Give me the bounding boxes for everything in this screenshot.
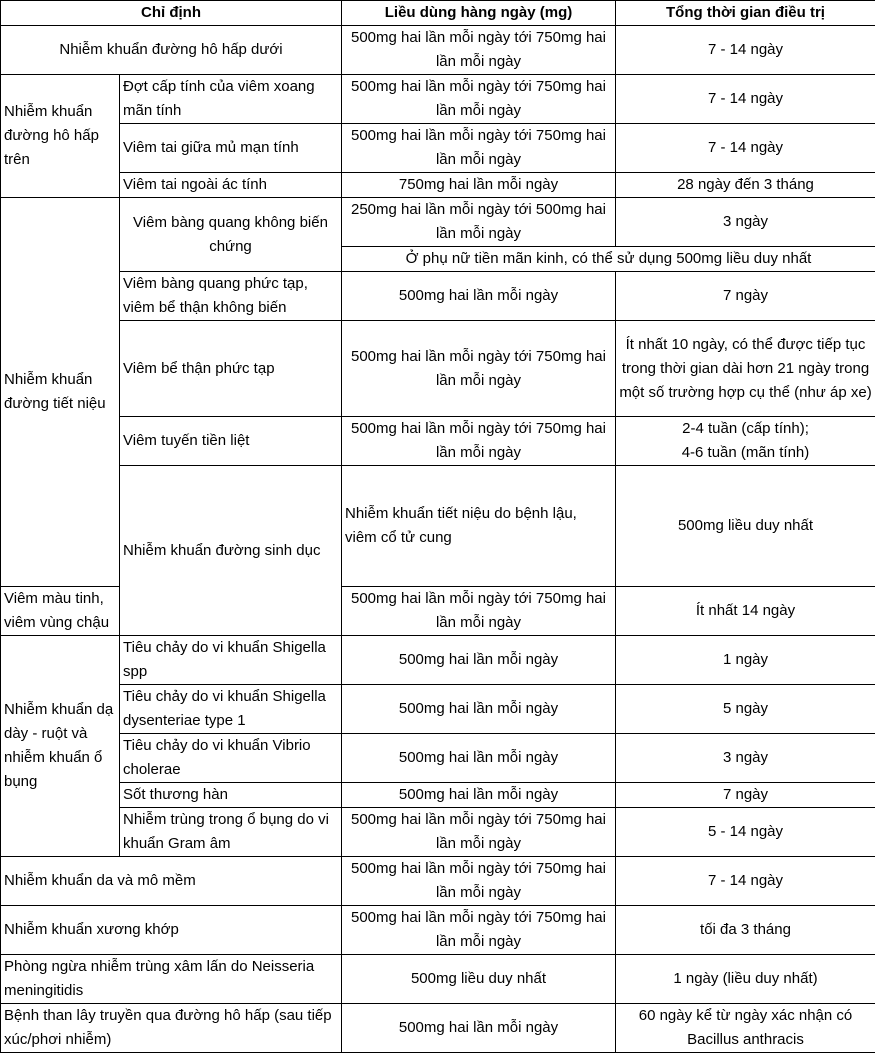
header-daily-dose: Liều dùng hàng ngày (mg) xyxy=(342,1,616,26)
duration-cell: 7 ngày xyxy=(616,272,875,321)
group-cell: Nhiễm khuẩn đường hô hấp trên xyxy=(1,75,120,198)
indication-cell: Viêm bàng quang không biến chứng xyxy=(120,198,342,272)
duration-cell: 7 - 14 ngày xyxy=(616,26,875,75)
header-row xyxy=(1,1,875,26)
duration-cell: 3 ngày xyxy=(616,198,875,247)
indication-cell: Tiêu chảy do vi khuẩn Shigella dysenteriae type 1 xyxy=(120,685,342,734)
dose-cell: 500mg hai lần mỗi ngày tới 750mg hai lần mỗi ngày xyxy=(342,321,616,417)
table-row xyxy=(1,321,875,417)
dose-cell: 500mg hai lần mỗi ngày tới 750mg hai lần mỗi ngày xyxy=(342,587,616,636)
group-cell: Nhiễm khuẩn đường tiết niệu xyxy=(1,198,120,587)
duration-cell: 2-4 tuần (cấp tính); 4-6 tuần (mãn tính) xyxy=(616,417,875,466)
dose-cell: 500mg hai lần mỗi ngày tới 750mg hai lần mỗi ngày xyxy=(342,906,616,955)
indication-cell: Sốt thương hàn xyxy=(120,783,342,808)
dose-cell: 750mg hai lần mỗi ngày xyxy=(342,173,616,198)
header-duration: Tổng thời gian điều trị xyxy=(616,1,875,26)
indication-cell: Tiêu chảy do vi khuẩn Vibrio cholerae xyxy=(120,734,342,783)
duration-cell: 7 - 14 ngày xyxy=(616,857,875,906)
dose-cell: 500mg liều duy nhất xyxy=(616,466,875,587)
dose-cell: 500mg hai lần mỗi ngày tới 750mg hai lần mỗi ngày xyxy=(342,808,616,857)
indication-cell: Nhiễm khuẩn xương khớp xyxy=(1,906,342,955)
indication-cell: Tiêu chảy do vi khuẩn Shigella spp xyxy=(120,636,342,685)
indication-cell: Bệnh than lây truyền qua đường hô hấp (sau tiếp xúc/phơi nhiễm) xyxy=(1,1004,342,1053)
indication-cell: Viêm tai ngoài ác tính xyxy=(120,173,342,198)
table-row xyxy=(1,685,875,734)
dose-cell: 500mg hai lần mỗi ngày xyxy=(342,636,616,685)
duration-cell: 7 - 14 ngày xyxy=(616,124,875,173)
indication-cell: Nhiễm khuẩn da và mô mềm xyxy=(1,857,342,906)
dose-cell: 500mg hai lần mỗi ngày tới 750mg hai lần mỗi ngày xyxy=(342,857,616,906)
dose-cell: 500mg hai lần mỗi ngày xyxy=(342,734,616,783)
table-row xyxy=(1,198,875,247)
table-row xyxy=(1,75,875,124)
duration-cell: 7 ngày xyxy=(616,783,875,808)
dose-cell: 500mg hai lần mỗi ngày tới 750mg hai lần mỗi ngày xyxy=(342,75,616,124)
duration-cell: 60 ngày kể từ ngày xác nhận có Bacillus anthracis xyxy=(616,1004,875,1053)
table-row xyxy=(1,466,875,587)
table-row xyxy=(1,173,875,198)
header-indication: Chỉ định xyxy=(1,1,342,26)
dose-cell: 500mg hai lần mỗi ngày tới 750mg hai lần mỗi ngày xyxy=(342,124,616,173)
table-row xyxy=(1,734,875,783)
indication-cell: Viêm màu tinh, viêm vùng chậu xyxy=(1,587,120,636)
dose-cell: 500mg hai lần mỗi ngày xyxy=(342,685,616,734)
dose-cell: 500mg liều duy nhất xyxy=(342,955,616,1004)
dose-cell: 500mg hai lần mỗi ngày tới 750mg hai lần mỗi ngày xyxy=(342,26,616,75)
duration-cell: 3 ngày xyxy=(616,734,875,783)
table-row xyxy=(1,1004,875,1053)
indication-cell: Nhiễm khuẩn đường hô hấp dưới xyxy=(1,26,342,75)
indication-cell: Viêm tuyến tiền liệt xyxy=(120,417,342,466)
table-row xyxy=(1,636,875,685)
group-cell: Nhiễm khuẩn đường sinh dục xyxy=(120,466,342,636)
indication-cell: Viêm tai giữa mủ mạn tính xyxy=(120,124,342,173)
table-row xyxy=(1,783,875,808)
indication-cell: Viêm bể thận phức tạp xyxy=(120,321,342,417)
table-row xyxy=(1,857,875,906)
duration-cell: Ít nhất 10 ngày, có thể được tiếp tục trong thời gian dài hơn 21 ngày trong một số trường hợp cụ thể (như áp xe) xyxy=(616,321,875,417)
duration-cell: tối đa 3 tháng xyxy=(616,906,875,955)
duration-cell: 1 ngày xyxy=(616,636,875,685)
duration-cell: 1 ngày (liều duy nhất) xyxy=(616,955,875,1004)
dose-cell: 500mg hai lần mỗi ngày xyxy=(342,783,616,808)
table-row xyxy=(1,955,875,1004)
table-row xyxy=(1,272,875,321)
dose-cell: 500mg hai lần mỗi ngày xyxy=(342,1004,616,1053)
note-cell: Ở phụ nữ tiền mãn kinh, có thể sử dụng 500mg liều duy nhất xyxy=(342,247,875,272)
duration-cell: 5 ngày xyxy=(616,685,875,734)
table-row xyxy=(1,26,875,75)
duration-cell: 7 - 14 ngày xyxy=(616,75,875,124)
duration-cell: 5 - 14 ngày xyxy=(616,808,875,857)
duration-cell: 28 ngày đến 3 tháng xyxy=(616,173,875,198)
indication-cell: Đợt cấp tính của viêm xoang mãn tính xyxy=(120,75,342,124)
dose-cell: 250mg hai lần mỗi ngày tới 500mg hai lần mỗi ngày xyxy=(342,198,616,247)
indication-cell: Phòng ngừa nhiễm trùng xâm lấn do Neisseria meningitidis xyxy=(1,955,342,1004)
table-row xyxy=(1,417,875,466)
indication-cell: Nhiễm khuẩn tiết niệu do bệnh lậu, viêm cổ tử cung xyxy=(342,466,616,587)
dose-cell: 500mg hai lần mỗi ngày xyxy=(342,272,616,321)
duration-cell: Ít nhất 14 ngày xyxy=(616,587,875,636)
table-row xyxy=(1,808,875,857)
indication-cell: Nhiễm trùng trong ổ bụng do vi khuẩn Gram âm xyxy=(120,808,342,857)
group-cell: Nhiễm khuẩn dạ dày - ruột và nhiễm khuẩn ổ bụng xyxy=(1,636,120,857)
table-row xyxy=(1,124,875,173)
table-row xyxy=(1,906,875,955)
dose-cell: 500mg hai lần mỗi ngày tới 750mg hai lần mỗi ngày xyxy=(342,417,616,466)
indication-cell: Viêm bàng quang phức tạp, viêm bể thận không biến xyxy=(120,272,342,321)
